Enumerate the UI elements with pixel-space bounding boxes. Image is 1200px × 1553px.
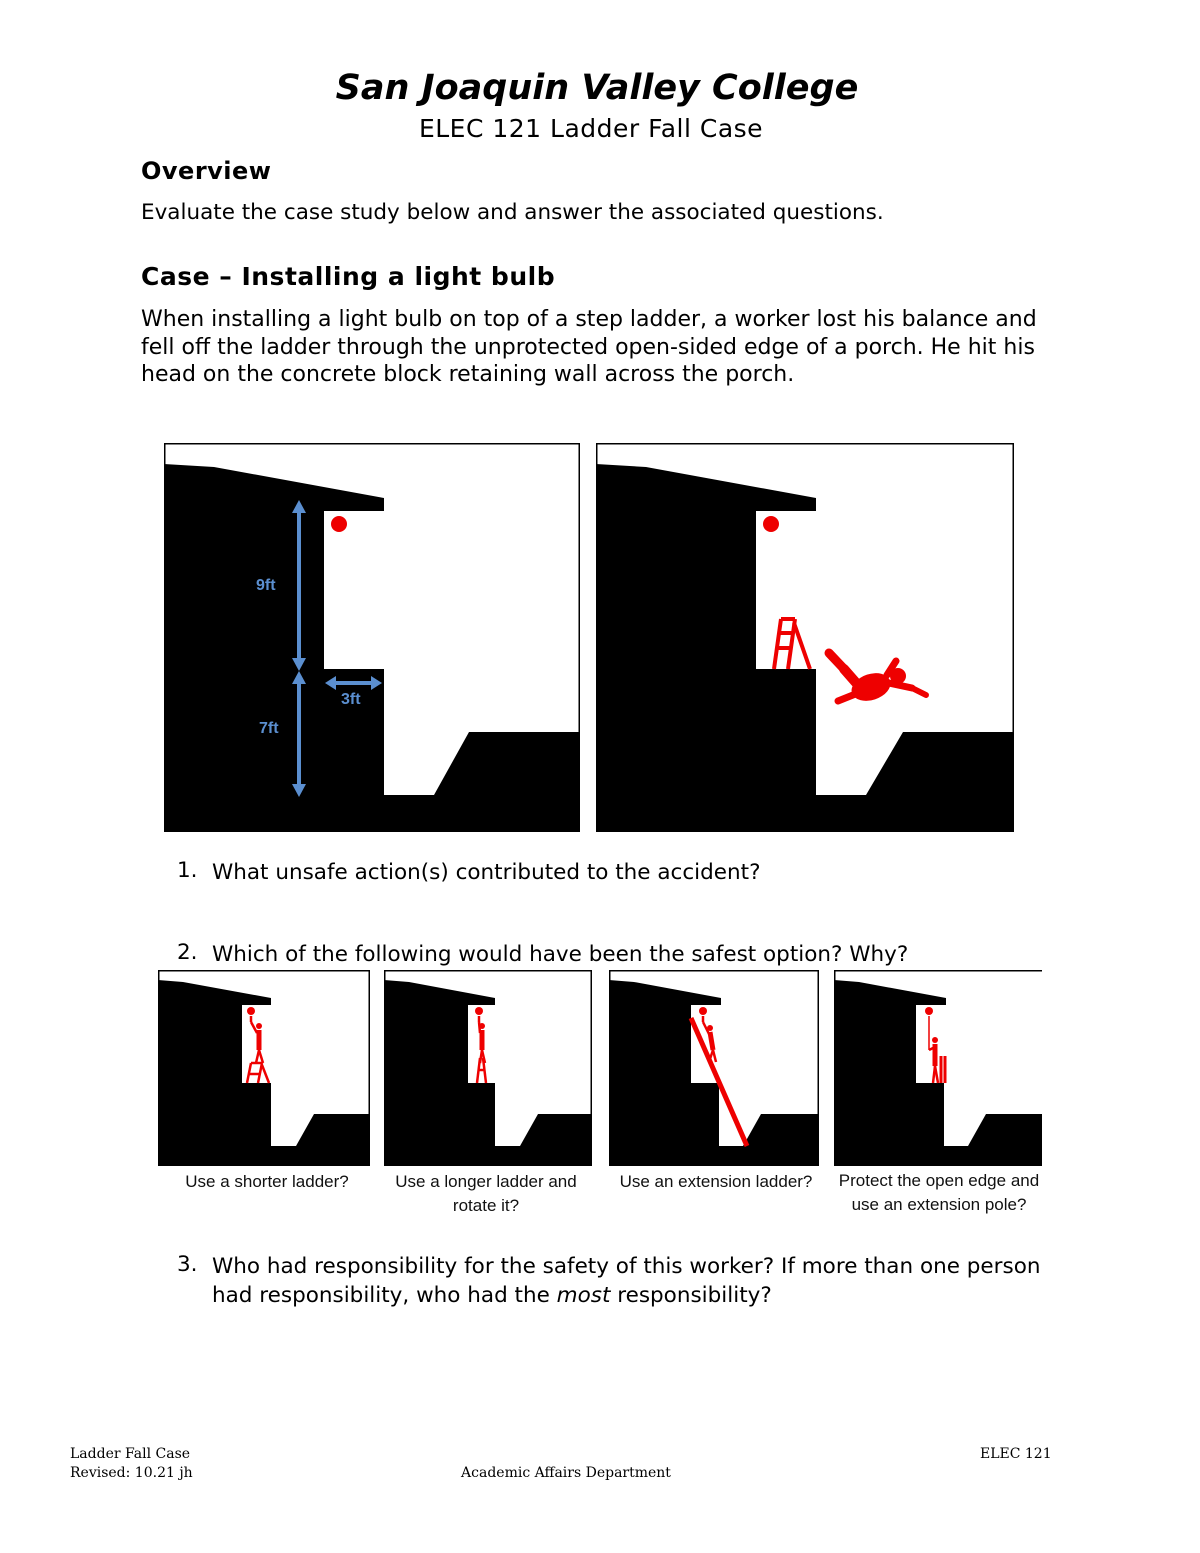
question-number: 2. (177, 940, 198, 965)
option-longer-ladder (384, 970, 592, 1166)
option-caption: Use a shorter ladder? (185, 1172, 349, 1191)
emphasis-most: most (556, 1283, 611, 1308)
option-extension-ladder (609, 970, 819, 1166)
dimension-label-7ft: 7ft (259, 720, 279, 737)
overview-text: Evaluate the case study below and answer the associated questions. (141, 200, 884, 225)
question-2 (177, 940, 1077, 970)
porch-fall-diagram (596, 443, 1014, 832)
question-text: Who had responsibility for the safety of this worker? If more than one person had responsibility, who had the most responsibility? (212, 1254, 1041, 1308)
question-number: 1. (177, 858, 198, 883)
light-bulb-icon (763, 516, 779, 532)
question-text: What unsafe action(s) contributed to the accident? (212, 860, 761, 885)
case-heading: Case – Installing a light bulb (141, 262, 556, 291)
option-shorter-ladder (158, 970, 370, 1166)
footer-doc-name: Ladder Fall Case (70, 1446, 191, 1462)
option-caption: Use a longer ladder and rotate it? (395, 1172, 577, 1215)
footer-revised: Revised: 10.21 jh (70, 1465, 193, 1481)
dimension-label-9ft: 9ft (256, 577, 276, 594)
overview-heading: Overview (141, 157, 272, 185)
question-text: Which of the following would have been the safest option? Why? (212, 942, 909, 967)
option-caption: Protect the open edge and use an extension pole? (838, 1171, 1040, 1214)
case-description: When installing a light bulb on top of a step ladder, a worker lost his balance and fell off the ladder through the unprotected open-sided edge of a porch. He hit his head on the concrete block retaining wall across the porch. (141, 307, 1037, 387)
dimension-label-3ft: 3ft (341, 691, 361, 708)
light-bulb-icon (331, 516, 347, 532)
question-3 (177, 1252, 1077, 1314)
question-number: 3. (177, 1252, 198, 1277)
porch-dimension-diagram (164, 443, 580, 832)
course-subtitle: ELEC 121 Ladder Fall Case (418, 114, 764, 143)
option-guardrail-pole (834, 970, 1042, 1166)
option-caption: Use an extension ladder? (619, 1172, 813, 1191)
footer-department: Academic Affairs Department (461, 1465, 671, 1481)
college-title: San Joaquin Valley College (335, 68, 859, 108)
question-1 (177, 858, 1077, 888)
footer-course-code: ELEC 121 (980, 1446, 1052, 1462)
